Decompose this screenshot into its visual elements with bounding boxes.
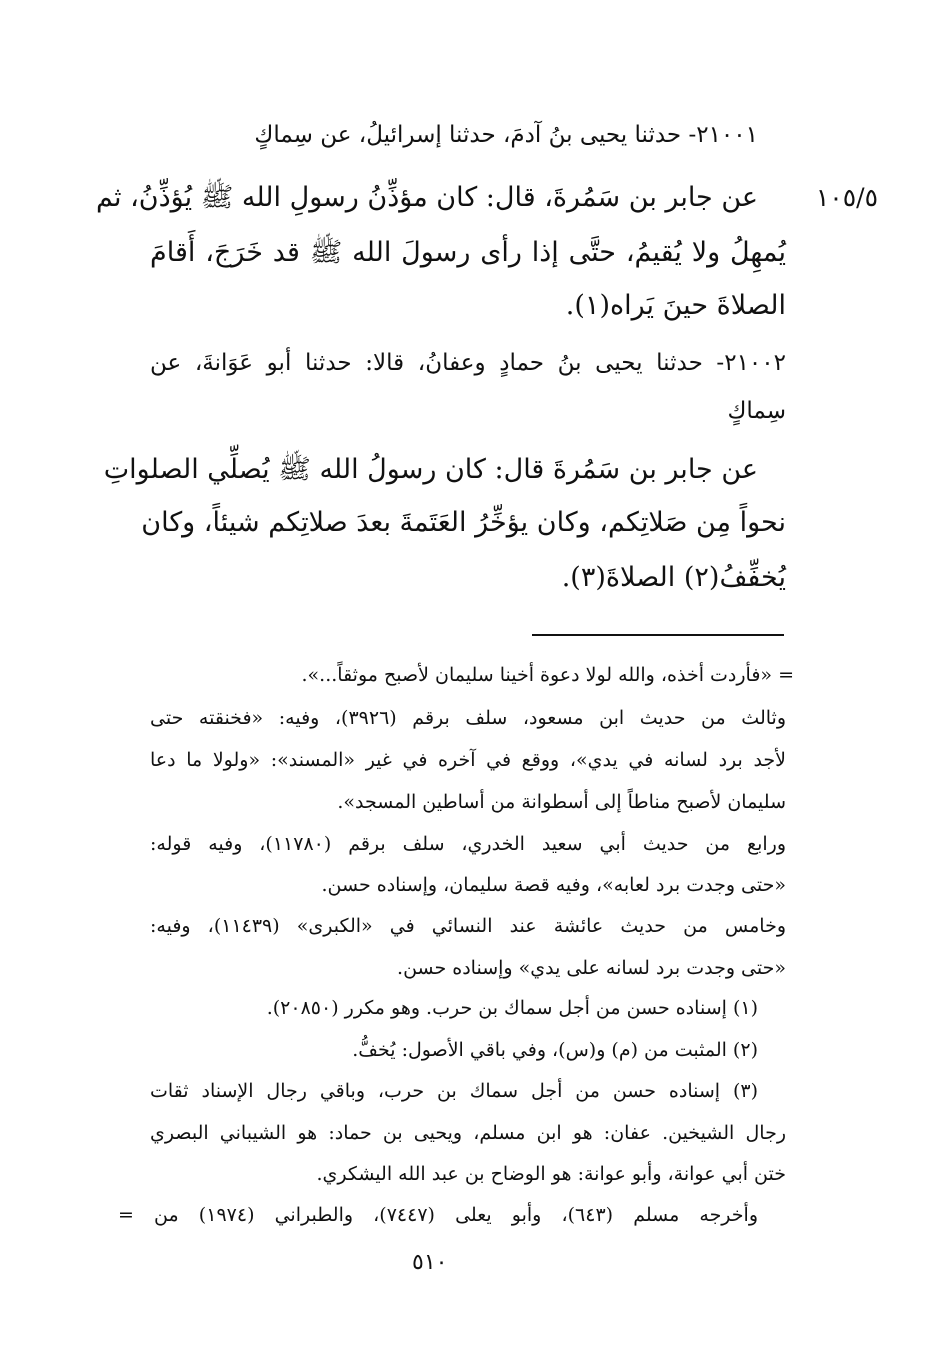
footnote-line: سليمان لأصبح مناطاً إلى أسطوانة من أساطين المسجد».: [337, 791, 786, 813]
footnote-line: «حتى وجدت برد لسانه على يدي» وإسناده حسن.: [397, 957, 786, 979]
footnote-separator: [532, 634, 784, 636]
footnote-line: «حتى وجدت برد لعابه»، وفيه قصة سليمان، وإسناده حسن.: [321, 874, 786, 896]
footnote-line: (٢) المثبت من (م) و(س)، وفي باقي الأصول: يُخفُّ.: [352, 1039, 758, 1061]
footnote-line: وأخرجه مسلم (٦٤٣)، وأبو يعلى (٧٤٤٧)، والطبراني (١٩٧٤) من =: [118, 1204, 758, 1226]
footnote-line: ختن أبي عوانة، وأبو عوانة: هو الوضاح بن عبد الله اليشكري.: [316, 1163, 786, 1185]
footnote-line: = «فأردت أخذه، والله لولا دعوة أخينا سليمان لأصبح موثقاً...».: [301, 664, 794, 686]
footnote-line: وثالث من حديث ابن مسعود، سلف برقم (٣٩٢٦)، وفيه: «فخنقته حتى: [150, 707, 786, 729]
hadith-matn-line: عن جابر بن سَمُرةَ قال: كان رسولُ الله ﷺ يُصلِّي الصلواتِ: [103, 454, 758, 485]
hadith-isnad: ٢١٠٠٢- حدثنا يحيى بنُ حمادٍ وعفانُ، قالا: حدثنا أبو عَوَانةَ، عن: [150, 350, 786, 376]
footnote-line: وخامس من حديث عائشة عند النسائي في «الكبرى» (١١٤٣٩)، وفيه:: [150, 915, 786, 937]
hadith-matn-line: عن جابر بن سَمُرةَ، قال: كان مؤذِّنُ رسولِ الله ﷺ يُؤذِّنُ، ثم: [96, 182, 758, 213]
footnote-line: (٣) إسناده حسن من أجل سماك بن حرب، وباقي رجال الإسناد ثقات: [150, 1080, 758, 1102]
hadith-matn-line: يُخفِّفُ(٢) الصلاةَ(٣).: [561, 562, 786, 593]
page-number: ٥١٠: [412, 1250, 448, 1275]
footnote-line: (١) إسناده حسن من أجل سماك بن حرب. وهو مكرر (٢٠٨٥٠).: [266, 997, 758, 1019]
hadith-matn-line: يُمهِلُ ولا يُقيمُ، حتَّى إذا رأى رسولَ الله ﷺ قد خَرَجَ، أَقامَ: [150, 237, 786, 268]
hadith-matn-line: نحواً مِن صَلاتِكم، وكان يؤخِّرُ العَتَمةَ بعدَ صلاتِكم شيئاً، وكان: [141, 507, 786, 538]
hadith-isnad: سِماكٍ: [727, 398, 786, 424]
footnote-line: لأجد برد لسانه في يدي»، ووقع في آخره في غير «المسند»: «ولولا ما دعا: [150, 749, 786, 771]
footnote-line: رجال الشيخين. عفان: هو ابن مسلم، ويحيى بن حماد: هو الشيباني البصري: [150, 1122, 786, 1144]
hadith-isnad: ٢١٠٠١- حدثنا يحيى بنُ آدمَ، حدثنا إسرائيلُ، عن سِماكٍ: [254, 122, 758, 148]
hadith-matn-line: الصلاةَ حينَ يَراه(١).: [565, 290, 786, 321]
footnote-line: ورابع من حديث أبي سعيد الخدري، سلف برقم (١١٧٨٠)، وفيه قوله:: [150, 833, 787, 855]
margin-reference: ١٠٥/٥: [815, 183, 878, 212]
